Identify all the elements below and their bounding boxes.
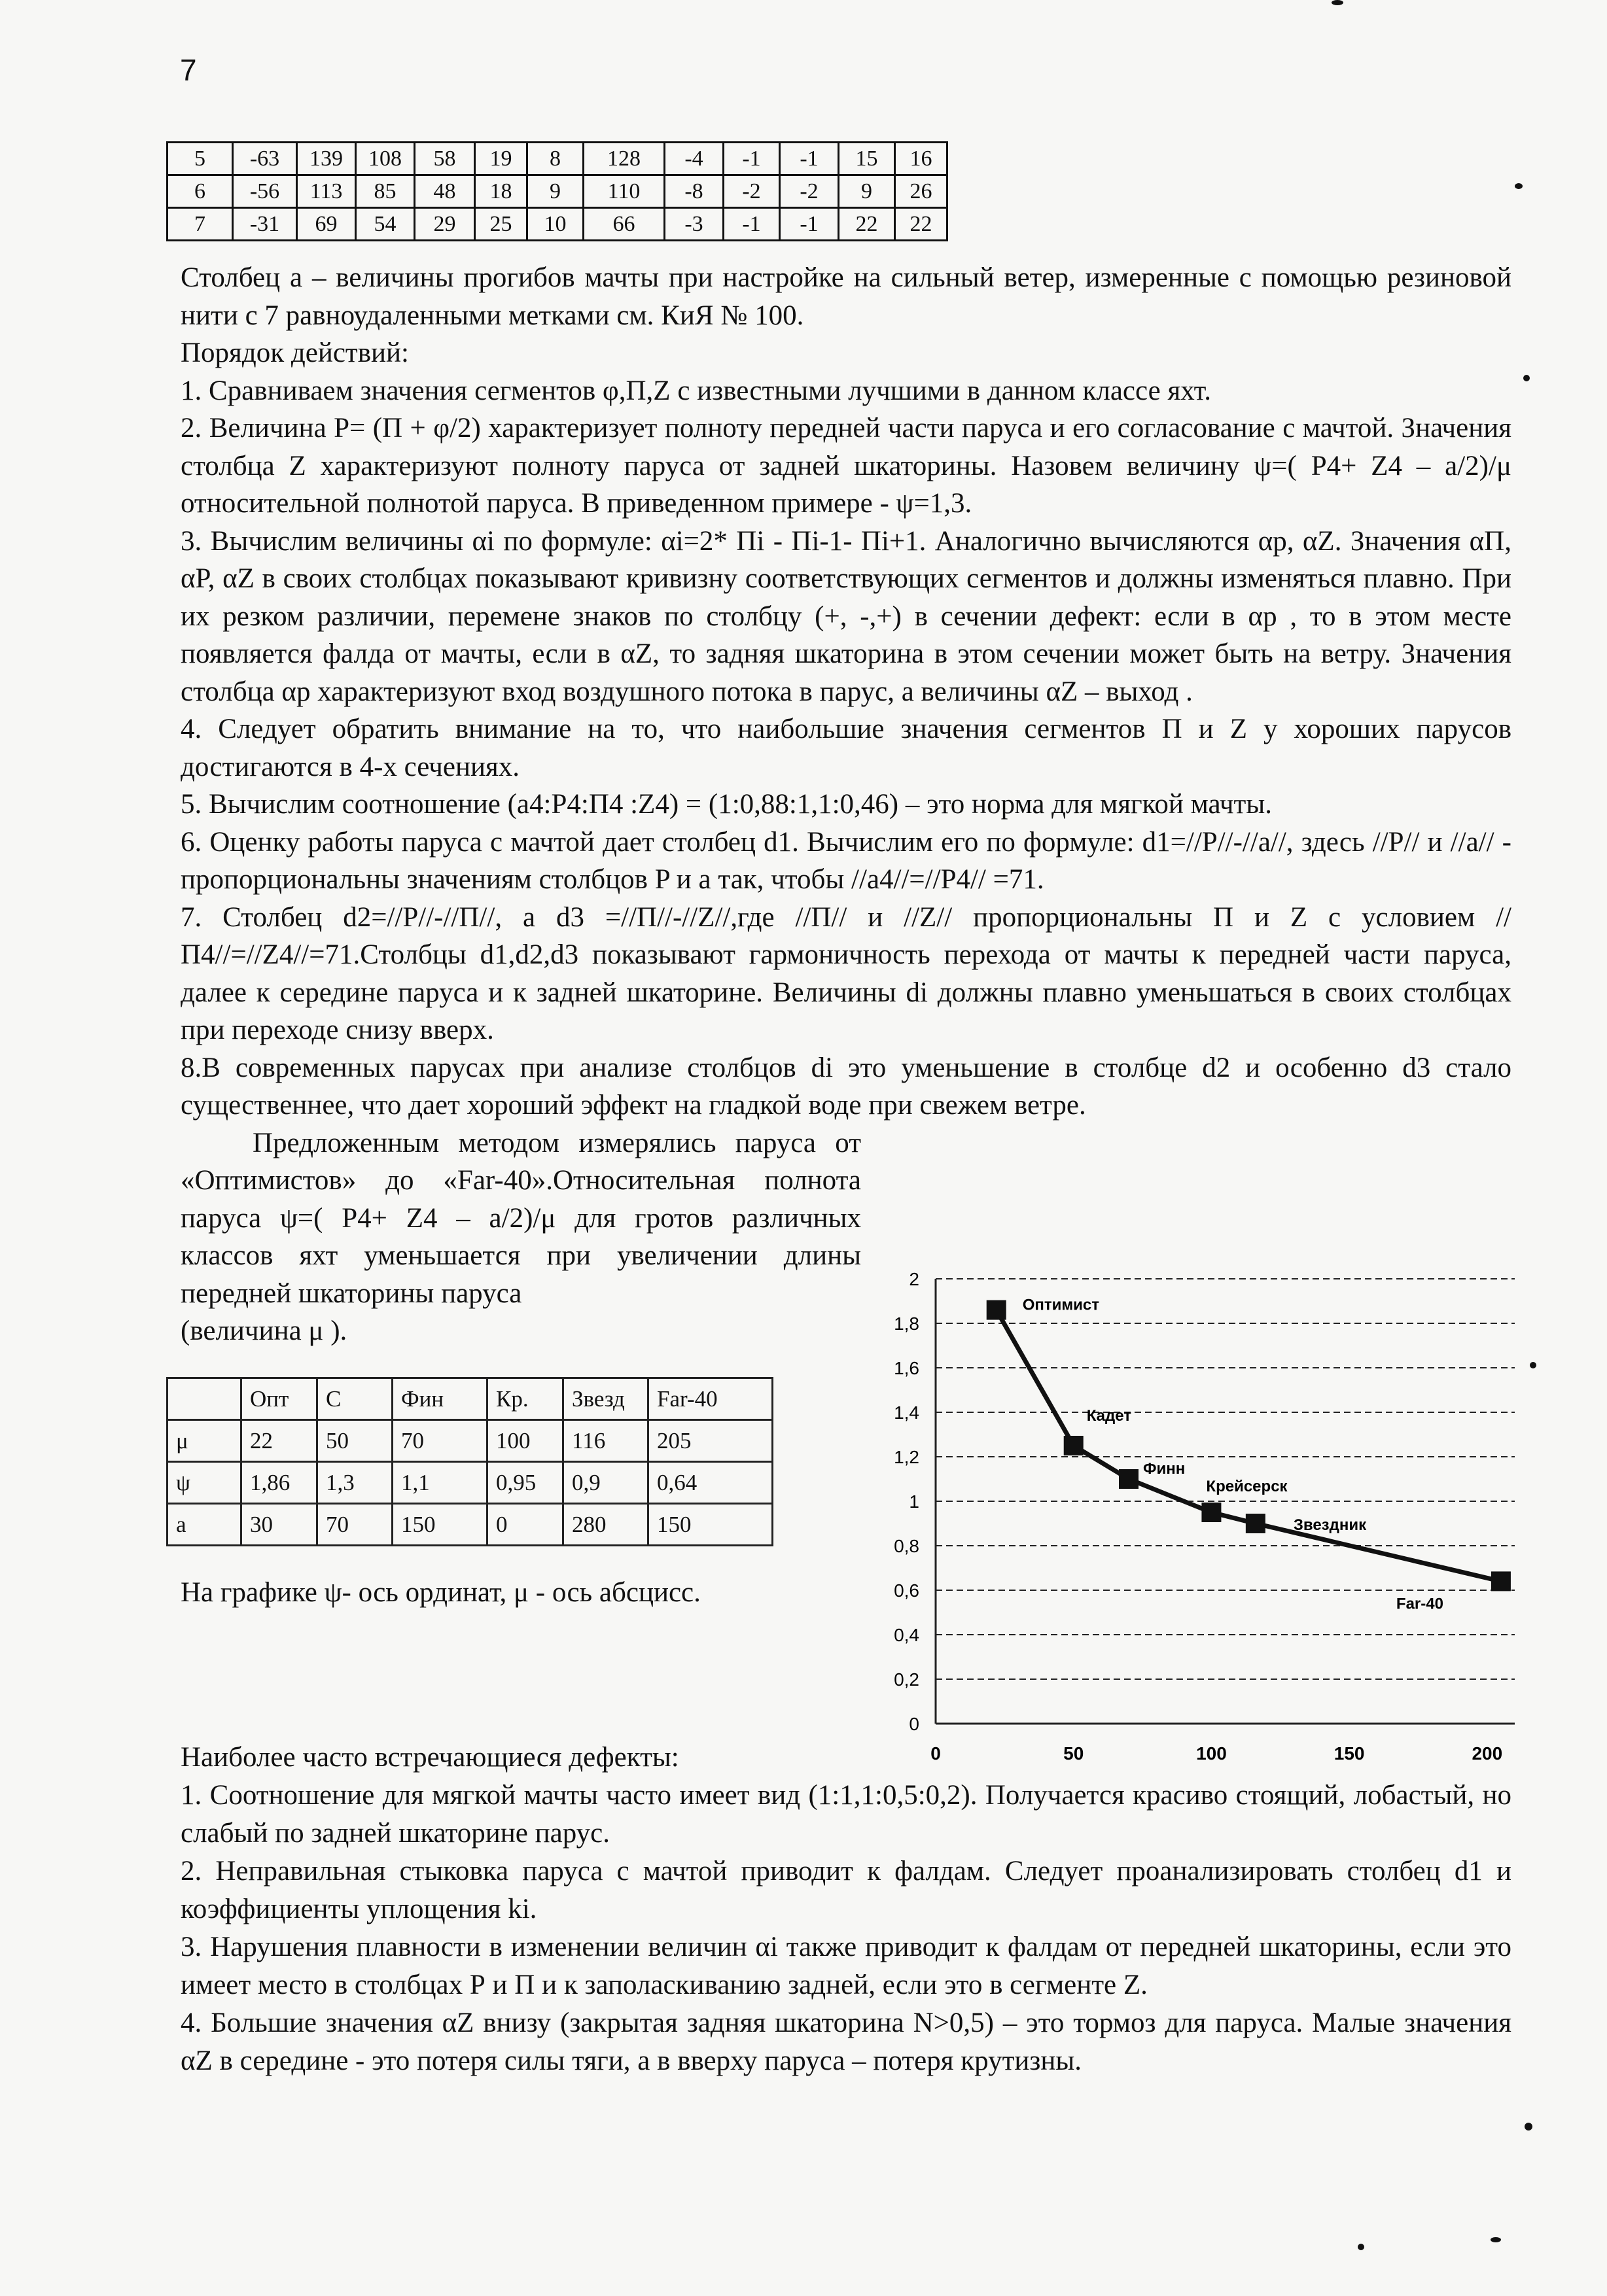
table-row [168,1462,773,1504]
table-cell: a [168,1504,241,1546]
scan-speck [1515,183,1523,189]
table-cell: -2 [780,175,839,208]
x-tick-label: 200 [1472,1743,1503,1764]
table-cell: 19 [475,143,527,175]
main-text [181,259,1511,1350]
scan-speck [1530,1362,1536,1368]
psi-mu-chart [870,1259,1538,1769]
paragraph: 4. Большие значения αZ внизу (закрытая задняя шкаторина N>0,5) – это тормоз для паруса. Малые значения αZ в середине - это потеря силы тяги, а в вверху паруса – потеря крутизны. [181,2008,1511,2076]
paragraph: (величина μ ). [181,1315,347,1346]
table-cell: 8 [527,143,584,175]
table-cell: 110 [584,175,665,208]
sail-classes-table [166,1377,773,1546]
y-tick-label: 0,6 [894,1580,919,1601]
data-point [1246,1514,1265,1533]
table-cell: 1,86 [241,1462,317,1504]
paragraph: Столбец а – величины прогибов мачты при настройке на сильный ветер, измеренные с помощью резиновой нити с 7 равноудаленными метками см. КиЯ № 100. [181,262,1511,331]
data-point [1201,1503,1221,1522]
table-cell [168,1378,241,1420]
table-cell: Far-40 [648,1378,773,1420]
data-point [1491,1571,1511,1591]
defects-text [181,1739,1511,2080]
table-cell: -56 [233,175,297,208]
scan-speck [1491,2237,1501,2242]
table-cell: 9 [527,175,584,208]
table-cell: Фин [393,1378,487,1420]
table-row [168,175,947,208]
y-tick-label: 1,2 [894,1447,919,1467]
table-cell: 1,1 [393,1462,487,1504]
point-label: Звездник [1293,1516,1367,1534]
table-cell: -3 [665,208,724,241]
table-cell: 9 [839,175,895,208]
table-cell: 128 [584,143,665,175]
paragraph: 1. Сравниваем значения сегментов φ,П,Z с известными лучшими в данном классе яхт. [181,375,1211,406]
y-tick-label: 0,2 [894,1669,919,1690]
x-tick-label: 100 [1196,1743,1227,1764]
paragraph: 6. Оценку работы паруса с мачтой дает столбец d1. Вычислим его по формуле: d1=//P//-//a//, здесь //P// и //a// - пропорциональны значениям столбцов P и a так, чтобы //a4//=//P4// =71. [181,826,1511,895]
table-cell: 0,64 [648,1462,773,1504]
point-label: Крейсерск [1206,1478,1288,1495]
paragraph: 3. Вычислим величины αi по формуле: αi=2* Пi - Пi-1- Пi+1. Аналогично вычисляются αp, αZ. Значения αП, αP, αZ в своих столбцах показывают кривизну соответствующих сегментов и должны изменяться плавно. При их резком различии, перемене знаков по столбцу (+, -,+) в сечении дефект: если в αp , то в этом месте появляется фалда от мачты, если в αZ, то задняя шкаторина в этом сечении может быть на ветру. Значения столбца αp характеризуют вход воздушного потока в парус, а величины αZ – выход . [181,525,1511,707]
y-tick-label: 0,4 [894,1625,919,1645]
data-point [1119,1469,1139,1489]
table-cell: μ [168,1420,241,1462]
table-cell: 108 [356,143,415,175]
paragraph: Порядок действий: [181,338,409,368]
paragraph: 2. Неправильная стыковка паруса с мачтой приводит к фалдам. Следует проанализировать столбец d1 и коэффициенты уплощения ki. [181,1856,1511,1924]
paragraph: Наиболее часто встречающиеся дефекты: [181,1742,679,1773]
table-cell: 70 [393,1420,487,1462]
table-cell: ψ [168,1462,241,1504]
table-cell: 0 [487,1504,563,1546]
table-cell: -63 [233,143,297,175]
scan-speck [1332,0,1343,5]
data-point [1064,1436,1084,1455]
x-tick-label: 150 [1333,1743,1365,1764]
y-tick-label: 1,8 [894,1313,919,1334]
paragraph: 3. Нарушения плавности в изменении величин αi также приводит к фалдам от передней шкаторины, если это имеет место в столбцах Р и П и к заполаскиванию задней, если это в сегменте Z. [181,1932,1511,2000]
table-cell: 1,3 [317,1462,393,1504]
x-tick-label: 0 [930,1743,941,1764]
y-tick-label: 1,6 [894,1358,919,1378]
table-cell: -1 [780,143,839,175]
x-tick-label: 50 [1063,1743,1084,1764]
segments-table [166,141,948,241]
table-cell: -4 [665,143,724,175]
table-cell: 50 [317,1420,393,1462]
table-cell: 22 [895,208,947,241]
table-cell: 0,9 [563,1462,648,1504]
table-cell: 150 [648,1504,773,1546]
table-cell: Звезд [563,1378,648,1420]
table-cell: С [317,1378,393,1420]
table-cell: 30 [241,1504,317,1546]
table-cell: Кр. [487,1378,563,1420]
table-cell: 22 [241,1420,317,1462]
scan-speck [1523,375,1530,381]
data-point [987,1300,1006,1320]
table-cell: 5 [168,143,233,175]
table-cell: 66 [584,208,665,241]
table-cell: 6 [168,175,233,208]
table-cell: 113 [297,175,356,208]
y-tick-label: 1 [909,1491,919,1512]
table-cell: 16 [895,143,947,175]
table-cell: 18 [475,175,527,208]
y-tick-label: 2 [909,1269,919,1289]
table-cell: 100 [487,1420,563,1462]
table-cell: -1 [724,143,780,175]
table-cell: 48 [415,175,475,208]
page-number: 7 [180,53,197,87]
axis-note: На графике ψ- ось ординат, μ - ось абсцисс. [181,1577,701,1608]
table-cell: 29 [415,208,475,241]
table-cell: 0,95 [487,1462,563,1504]
table-cell: 26 [895,175,947,208]
y-tick-label: 1,4 [894,1402,919,1423]
table-cell: 10 [527,208,584,241]
paragraph: 7. Столбец d2=//P//-//П//, а d3 =//П//-//Z//,где //П// и //Z// пропорциональны П и Z с условием //П4//=//Z4//=71.Столбцы d1,d2,d3 показывают гармоничность перехода от мачты к передней части паруса, далее к середине паруса и к задней шкаторине. Величины di должны плавно уменьшаться в своих столбцах при переходе снизу вверх. [181,901,1511,1045]
point-label: Финн [1143,1460,1186,1478]
table-cell: -1 [780,208,839,241]
table-cell: 25 [475,208,527,241]
point-label: Кадет [1086,1407,1132,1425]
y-tick-label: 0,8 [894,1536,919,1556]
point-label: Far-40 [1396,1595,1443,1613]
table-cell: 15 [839,143,895,175]
table-cell: 116 [563,1420,648,1462]
paragraph: 1. Соотношение для мягкой мачты часто имеет вид (1:1,1:0,5:0,2). Получается красиво стоящий, лобастый, но слабый по задней шкаторине парус. [181,1780,1511,1849]
table-cell: -31 [233,208,297,241]
y-tick-label: 0 [909,1714,919,1734]
paragraph: 2. Величина P= (П + φ/2) характеризует полноту передней части паруса и его согласование с мачтой. Значения столбца Z характеризуют полноту паруса от задней шкаторины. Назовем величину ψ=( P4+ Z4 – a/2)/μ относительной полнотой паруса. В приведенном примере - ψ=1,3. [181,413,1511,519]
table-cell: 280 [563,1504,648,1546]
table-cell: -1 [724,208,780,241]
scan-speck [1525,2123,1532,2131]
table-cell: 58 [415,143,475,175]
table-cell: 150 [393,1504,487,1546]
table-cell: 54 [356,208,415,241]
table-cell: 205 [648,1420,773,1462]
table-row [168,1378,773,1420]
table-cell: 70 [317,1504,393,1546]
table-cell: Опт [241,1378,317,1420]
paragraph: Предложенным методом измерялись паруса от «Оптимистов» до «Far-40».Относительная полнота паруса ψ=( P4+ Z4 – a/2)/μ для гротов различных классов яхт уменьшается при увеличении длины передней шкаторины паруса [181,1127,861,1309]
paragraph: 8.В современных парусах при анализе столбцов di это уменьшение в столбце d2 и особенно d3 стало существеннее, что дает хороший эффект на гладкой воде при свежем ветре. [181,1052,1511,1121]
point-label: Оптимист [1022,1296,1099,1314]
table-cell: 139 [297,143,356,175]
scan-speck [1358,2244,1364,2250]
table-cell: 7 [168,208,233,241]
paragraph: 5. Вычислим соотношение (a4:P4:П4 :Z4) = (1:0,88:1,1:0,46) – это норма для мягкой мачты. [181,789,1272,820]
table-row [168,1420,773,1462]
table-row [168,143,947,175]
table-cell: 22 [839,208,895,241]
table-cell: 69 [297,208,356,241]
table-row [168,1504,773,1546]
table-row [168,208,947,241]
table-cell: -2 [724,175,780,208]
table-cell: -8 [665,175,724,208]
table-cell: 85 [356,175,415,208]
paragraph: 4. Следует обратить внимание на то, что наибольшие значения сегментов П и Z у хороших парусов достигаются в 4-х сечениях. [181,714,1511,782]
